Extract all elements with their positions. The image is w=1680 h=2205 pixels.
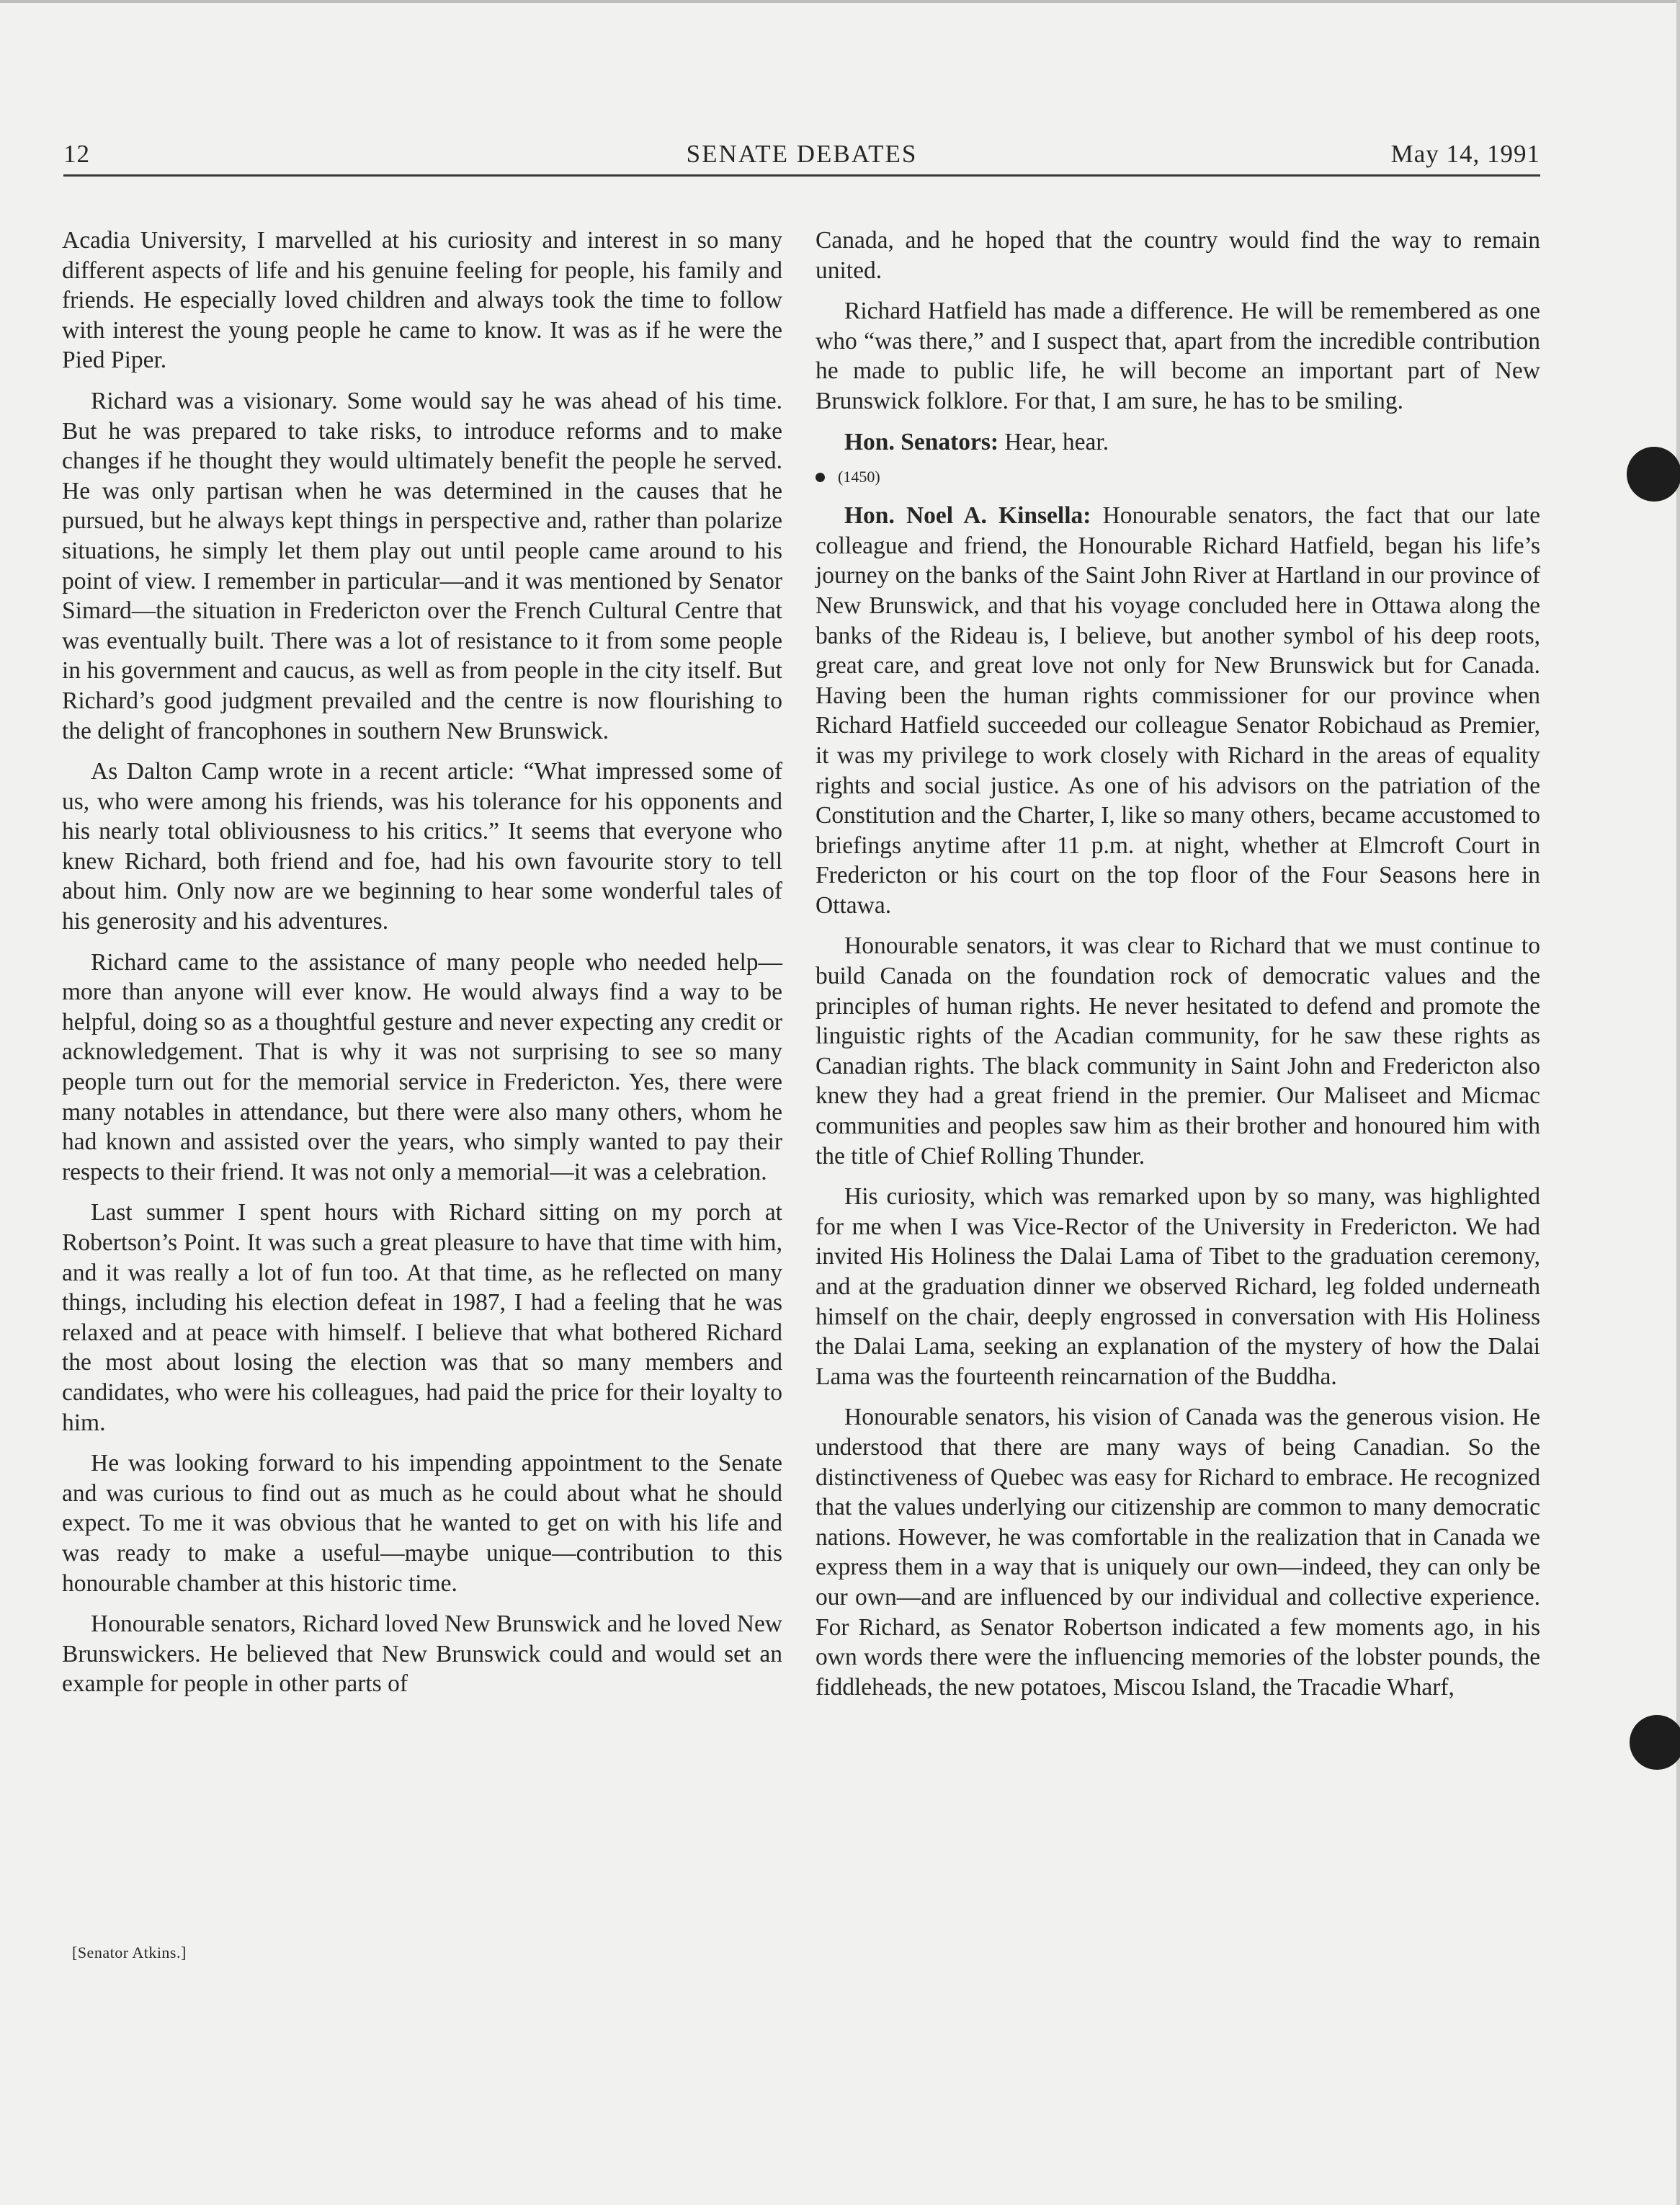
paragraph: He was looking forward to his impending appointment to the Senate and was curious to find out as much as he could about what he should expect. To me it was obvious that he wanted to get on with his life and was ready to make a useful—maybe unique—contribution to this honourable chamber at this historic time. [62,1450,782,1597]
speaker-attribution: [Senator Atkins.] [72,1943,187,1961]
paragraph: Last summer I spent hours with Richard sitting on my porch at Robertson’s Point. It was such a great pleasure to have that time with him, and it was really a lot of fun too. At that time, as he reflected on many things, including his election defeat in 1987, I had a feeling that he was relaxed and at peace with himself. I believe that what bothered Richard the most about losing the election was that so many members and candidates, who were his colleagues, had paid the price for their loyalty to him. [62,1199,782,1436]
paragraph: As Dalton Camp wrote in a recent article: “What impressed some of us, who were among his friends, was his tolerance for his opponents and his nearly total obliviousness to his critics.” It seems that everyone who knew Richard, both friend and foe, had his own favourite story to tell about him. Only now are we beginning to hear some wonderful tales of his generosity and his adventures. [62,758,782,935]
page-top-edge [0,0,1680,3]
paragraph: Richard Hatfield has made a difference. He will be remembered as one who “was there,” and I suspect that, apart from the incredible contribution he made to public life, he will become an important part of New Brunswick folklore. For that, I am sure, he has to be smiling. [816,298,1540,414]
speech-text: Hear, hear. [998,428,1109,455]
paragraph [816,427,1540,458]
paragraph: Honourable senators, Richard loved New Brunswick and he loved New Brunswickers. He believed that New Brunswick could and would set an example for people in other parts of [62,1611,782,1698]
page-right-edge [1676,0,1680,2205]
paragraph: His curiosity, which was remarked upon by so many, was highlighted for me when I was Vice-Rector of the University in Fredericton. We had invited His Holiness the Dalai Lama of Tibet to the graduation ceremony, and at the graduation dinner we observed Richard, leg folded underneath himself on the chair, deeply engrossed in conversation with His Holiness the Dalai Lama, seeking an explanation of the mystery of how the Dalai Lama was the fourteenth reincarnation of the Buddha. [816,1183,1540,1390]
paragraph [816,501,1540,920]
paragraph: Canada, and he hoped that the country would find the way to remain united. [816,227,1540,284]
speaker-name: Hon. Senators: [844,428,999,455]
speech-text: Honourable senators, the fact that our late colleague and friend, the Honourable Richard Hatfield, began his life’s journey on the banks of the Saint John River at Hartland in our province of New Brunswick, and that his voyage concluded here in Ottawa along the banks of the Rideau is, I believe, but another symbol of his deep roots, great care, and great love not only for New Brunswick but for Canada. Having been the human rights commissioner for our province when Richard Hatfield succeeded our colleague Senator Robichaud as Premier, it was my privilege to work closely with Richard in the areas of equality rights and social justice. As one of his advisors on the patriation of the Constitution and the Charter, I, like so many others, became accustomed to briefings anytime after 11 p.m. at night, whether at Elmcroft Court in Fredericton or his court on the top floor of the Four Seasons here in Ottawa. [816,502,1540,919]
left-column [62,226,782,1710]
paragraph: Acadia University, I marvelled at his curiosity and interest in so many different aspects of life and his genuine feeling for people, his family and friends. He especially loved children and always took the time to follow with interest the young people he came to know. It was as if he were the Pied Piper. [62,227,782,374]
paragraph: Honourable senators, it was clear to Richard that we must continue to build Canada on the foundation rock of democratic values and the principles of human rights. He never hesitated to defend and promote the linguistic rights of the Acadian community, for he saw these rights as Canadian rights. The black community in Saint John and Fredericton also knew they had a great friend in the premier. Our Maliseet and Micmac communities and peoples saw him as their brother and honoured him with the title of Chief Rolling Thunder. [816,932,1540,1170]
paragraph: Richard was a visionary. Some would say he was ahead of his time. But he was prepared to take risks, to introduce reforms and to make changes if he thought they would ultimately benefit the people he served. He was only partisan when he was determined in the causes that he pursued, but he always kept things in perspective and, rather than polarize situations, he simply let them play out until people came around to his point of view. I remember in particular—and it was mentioned by Senator Simard—the situation in Fredericton over the French Cultural Centre that was eventually built. There was a lot of resistance to it from some people in his government and caucus, as well as from people in the city itself. But Richard’s good judgment prevailed and the centre is now flourishing to the delight of francophones in southern New Brunswick. [62,387,782,744]
right-column [816,226,1540,1713]
running-header [63,138,1540,177]
punch-hole-icon [1630,1715,1680,1770]
speaker-name: Hon. Noel A. Kinsella: [844,502,1091,530]
time-marker-label: (1450) [838,468,880,486]
paragraph: Richard came to the assistance of many people who needed help—more than anyone will ever know. He would always find a way to be helpful, doing so as a thoughtful gesture and never expecting any credit or acknowledgement. That is why it was not surprising to see so many people turn out for the memorial service in Fredericton. Yes, there were many notables in attendance, but there were also many others, whom he had known and assisted over the years, who simply wanted to pay their respects to their friend. It was not only a memorial—it was a celebration. [62,948,782,1185]
page-number: 12 [63,140,90,168]
punch-hole-icon [1627,447,1680,502]
time-marker [816,468,1540,486]
publication-date: May 14, 1991 [1390,140,1540,168]
publication-title: SENATE DEBATES [686,140,918,168]
paragraph: Honourable senators, his vision of Canada was the generous vision. He understood that there are many ways of being Canadian. So the distinctiveness of Quebec was easy for Richard to embrace. He recognized that the values underlying our citizenship are common to many democratic nations. However, he was comfortable in the realization that in Canada we express them in a way that is uniquely our own—indeed, they can only be our own—and are influenced by our individual and collective experience. For Richard, as Senator Robertson indicated a few moments ago, in his own words there were the influencing memories of the lobster pounds, the fiddleheads, the new potatoes, Miscou Island, the Tracadie Wharf, [816,1404,1540,1701]
bullet-icon [816,473,825,482]
